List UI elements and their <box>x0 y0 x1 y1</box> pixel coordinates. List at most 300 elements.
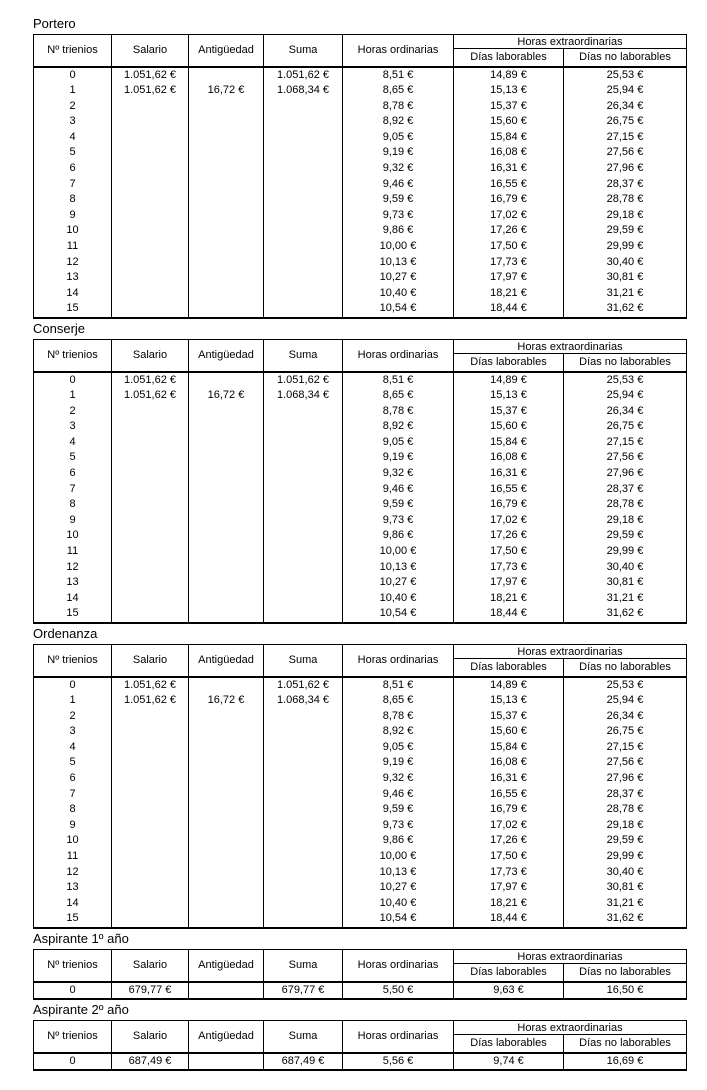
table-row <box>34 177 687 193</box>
table-cell: 30,40 € <box>564 255 687 271</box>
table-cell <box>189 286 264 302</box>
table-cell <box>264 404 343 420</box>
table-cell: 29,18 € <box>564 513 687 529</box>
table-cell <box>189 880 264 896</box>
table-row <box>34 497 687 513</box>
table-cell: 9,32 € <box>343 466 454 482</box>
table-cell: 28,78 € <box>564 802 687 818</box>
table-cell: 18,21 € <box>454 591 564 607</box>
table-cell <box>112 497 189 513</box>
table-cell <box>189 591 264 607</box>
table-cell: 9 <box>34 208 112 224</box>
section-aspirante-1 <box>33 931 707 1000</box>
table-cell: 1.051,62 € <box>112 693 189 709</box>
table-cell <box>112 99 189 115</box>
table-row <box>34 161 687 177</box>
col-header-salario: Salario <box>112 645 189 677</box>
table-cell: 8,65 € <box>343 83 454 99</box>
table-row <box>34 130 687 146</box>
table-cell <box>112 849 189 865</box>
table-cell: 679,77 € <box>112 982 189 1000</box>
table-row <box>34 575 687 591</box>
table-cell: 8,65 € <box>343 693 454 709</box>
table-cell <box>112 419 189 435</box>
table-cell: 18,44 € <box>454 606 564 623</box>
table-cell: 1.051,62 € <box>264 677 343 694</box>
table-row <box>34 482 687 498</box>
table-cell <box>112 286 189 302</box>
table-cell <box>112 239 189 255</box>
table-cell: 9,73 € <box>343 208 454 224</box>
table-cell: 8,78 € <box>343 99 454 115</box>
table-cell: 16,50 € <box>564 982 687 1000</box>
table-cell: 18,21 € <box>454 286 564 302</box>
table-cell <box>112 575 189 591</box>
table-cell <box>264 787 343 803</box>
table-cell: 9,19 € <box>343 145 454 161</box>
table-cell: 15 <box>34 301 112 318</box>
col-header-suma: Suma <box>264 340 343 372</box>
table-row <box>34 67 687 84</box>
table-cell: 1.051,62 € <box>264 372 343 389</box>
table-cell: 26,75 € <box>564 114 687 130</box>
table-cell <box>264 591 343 607</box>
col-header-dias-no-laborables: Días no laborables <box>564 659 687 677</box>
table-row <box>34 740 687 756</box>
table-cell: 15,84 € <box>454 435 564 451</box>
table-cell: 11 <box>34 849 112 865</box>
table-row <box>34 301 687 318</box>
table-cell: 30,81 € <box>564 575 687 591</box>
table-row <box>34 99 687 115</box>
col-header-antiguedad: Antigüedad <box>189 340 264 372</box>
table-cell <box>112 787 189 803</box>
table-cell: 12 <box>34 865 112 881</box>
table-cell: 12 <box>34 560 112 576</box>
table-cell: 8 <box>34 497 112 513</box>
col-header-horas-ordinarias: Horas ordinarias <box>343 1021 454 1053</box>
table-cell: 1 <box>34 693 112 709</box>
table-cell: 15 <box>34 606 112 623</box>
table-cell <box>189 192 264 208</box>
table-cell: 15,13 € <box>454 388 564 404</box>
table-cell: 9,05 € <box>343 435 454 451</box>
table-cell: 17,73 € <box>454 560 564 576</box>
table-row <box>34 591 687 607</box>
col-header-salario: Salario <box>112 950 189 982</box>
table-cell: 13 <box>34 270 112 286</box>
table-cell: 8,78 € <box>343 404 454 420</box>
table-cell <box>189 528 264 544</box>
table-cell: 687,49 € <box>112 1053 189 1071</box>
col-header-dias-laborables: Días laborables <box>454 1035 564 1053</box>
table-row <box>34 528 687 544</box>
table-cell <box>112 192 189 208</box>
table-cell <box>189 177 264 193</box>
table-cell: 8,51 € <box>343 67 454 84</box>
table-cell <box>112 833 189 849</box>
table-cell: 27,56 € <box>564 755 687 771</box>
table-cell: 29,59 € <box>564 833 687 849</box>
table-cell <box>189 130 264 146</box>
table-cell <box>112 911 189 928</box>
table-cell: 9,59 € <box>343 192 454 208</box>
table-cell: 8,92 € <box>343 419 454 435</box>
table-cell <box>189 1053 264 1071</box>
table-cell: 27,56 € <box>564 450 687 466</box>
table-cell: 16,55 € <box>454 787 564 803</box>
table-cell: 10 <box>34 833 112 849</box>
table-cell: 16,31 € <box>454 161 564 177</box>
table-cell: 17,26 € <box>454 833 564 849</box>
table-cell: 31,21 € <box>564 286 687 302</box>
table-row <box>34 388 687 404</box>
section-ordenanza <box>33 626 707 929</box>
table-body <box>34 1053 687 1071</box>
table-cell <box>264 497 343 513</box>
table-body <box>34 982 687 1000</box>
table-cell <box>112 771 189 787</box>
table-cell: 26,34 € <box>564 709 687 725</box>
table-cell: 14 <box>34 896 112 912</box>
table-cell: 9 <box>34 818 112 834</box>
table-cell: 18,21 € <box>454 896 564 912</box>
table-cell <box>189 301 264 318</box>
table-row <box>34 435 687 451</box>
table-cell <box>189 270 264 286</box>
table-cell: 16,55 € <box>454 177 564 193</box>
table-cell: 29,18 € <box>564 818 687 834</box>
table-cell: 14,89 € <box>454 372 564 389</box>
table-title-ordenanza: Ordenanza <box>33 626 98 641</box>
table-cell: 11 <box>34 544 112 560</box>
table-cell: 4 <box>34 435 112 451</box>
col-group-horas-extraordinarias: Horas extraordinarias <box>454 1021 687 1035</box>
table-cell: 16,08 € <box>454 145 564 161</box>
table-cell <box>112 130 189 146</box>
table-cell: 0 <box>34 1053 112 1071</box>
table-cell <box>264 435 343 451</box>
table-cell: 8,51 € <box>343 677 454 694</box>
table-cell: 4 <box>34 130 112 146</box>
table-cell: 31,21 € <box>564 591 687 607</box>
table-cell: 29,59 € <box>564 223 687 239</box>
table-cell: 17,02 € <box>454 208 564 224</box>
table-cell <box>112 740 189 756</box>
table-cell <box>264 896 343 912</box>
table-cell: 15 <box>34 911 112 928</box>
table-header <box>34 950 687 982</box>
table-cell <box>189 677 264 694</box>
table-cell <box>264 833 343 849</box>
table-cell <box>189 513 264 529</box>
col-group-horas-extraordinarias: Horas extraordinarias <box>454 340 687 354</box>
table-cell <box>112 145 189 161</box>
table-cell: 28,37 € <box>564 787 687 803</box>
table-cell <box>189 161 264 177</box>
table-cell <box>112 606 189 623</box>
col-header-dias-no-laborables: Días no laborables <box>564 1035 687 1053</box>
table-cell: 15,37 € <box>454 709 564 725</box>
table-cell <box>189 724 264 740</box>
table-cell: 15,37 € <box>454 99 564 115</box>
table-cell <box>264 709 343 725</box>
table-cell <box>264 114 343 130</box>
table-cell: 9,46 € <box>343 177 454 193</box>
table-cell <box>189 145 264 161</box>
table-cell <box>264 575 343 591</box>
table-cell: 11 <box>34 239 112 255</box>
table-cell <box>264 911 343 928</box>
table-cell <box>189 911 264 928</box>
table-cell <box>189 575 264 591</box>
table-cell <box>189 466 264 482</box>
table-cell: 10,13 € <box>343 865 454 881</box>
table-cell: 5 <box>34 755 112 771</box>
table-cell: 17,97 € <box>454 880 564 896</box>
table-cell: 0 <box>34 677 112 694</box>
table-cell: 29,18 € <box>564 208 687 224</box>
table-cell: 10,00 € <box>343 849 454 865</box>
table-cell <box>189 755 264 771</box>
table-cell: 16,69 € <box>564 1053 687 1071</box>
table-cell: 8 <box>34 192 112 208</box>
table-cell: 26,34 € <box>564 404 687 420</box>
table-cell <box>189 404 264 420</box>
table-cell: 1.068,34 € <box>264 388 343 404</box>
table-cell <box>264 270 343 286</box>
table-cell: 27,96 € <box>564 771 687 787</box>
table-cell: 9,74 € <box>454 1053 564 1071</box>
table-cell: 9,05 € <box>343 740 454 756</box>
table-cell: 1 <box>34 83 112 99</box>
table-cell <box>112 724 189 740</box>
table-cell: 17,50 € <box>454 239 564 255</box>
table-row <box>34 865 687 881</box>
table-cell <box>112 482 189 498</box>
col-header-horas-ordinarias: Horas ordinarias <box>343 35 454 67</box>
table-cell: 30,40 € <box>564 865 687 881</box>
table-row <box>34 450 687 466</box>
table-row <box>34 982 687 1000</box>
table-cell: 10 <box>34 528 112 544</box>
col-header-salario: Salario <box>112 1021 189 1053</box>
table-cell: 18,44 € <box>454 301 564 318</box>
salary-table-ordenanza <box>33 644 687 929</box>
table-cell: 1.051,62 € <box>112 677 189 694</box>
table-cell <box>189 435 264 451</box>
table-cell: 16,79 € <box>454 802 564 818</box>
table-cell: 27,56 € <box>564 145 687 161</box>
table-row <box>34 544 687 560</box>
table-cell: 9,59 € <box>343 497 454 513</box>
table-cell: 26,75 € <box>564 724 687 740</box>
table-cell: 17,02 € <box>454 513 564 529</box>
table-cell <box>189 67 264 84</box>
table-cell <box>189 709 264 725</box>
table-row <box>34 802 687 818</box>
table-cell: 679,77 € <box>264 982 343 1000</box>
col-header-antiguedad: Antigüedad <box>189 35 264 67</box>
table-row <box>34 255 687 271</box>
table-cell <box>264 544 343 560</box>
table-row <box>34 677 687 694</box>
table-title-aspirante-1: Aspirante 1º año <box>33 931 129 946</box>
table-cell <box>189 450 264 466</box>
table-cell: 3 <box>34 419 112 435</box>
col-header-salario: Salario <box>112 35 189 67</box>
table-cell: 25,53 € <box>564 67 687 84</box>
table-cell: 15,60 € <box>454 114 564 130</box>
table-cell <box>264 802 343 818</box>
table-cell <box>189 896 264 912</box>
table-row <box>34 1053 687 1071</box>
col-header-dias-laborables: Días laborables <box>454 354 564 372</box>
table-cell: 15,37 € <box>454 404 564 420</box>
col-header-horas-ordinarias: Horas ordinarias <box>343 340 454 372</box>
table-cell <box>112 161 189 177</box>
table-cell: 25,94 € <box>564 83 687 99</box>
table-cell <box>264 880 343 896</box>
table-cell <box>189 482 264 498</box>
table-cell <box>264 450 343 466</box>
table-cell <box>189 833 264 849</box>
table-row <box>34 755 687 771</box>
table-cell <box>264 528 343 544</box>
table-cell: 10,40 € <box>343 896 454 912</box>
table-cell: 10,54 € <box>343 606 454 623</box>
table-cell: 5,50 € <box>343 982 454 1000</box>
table-cell: 9,73 € <box>343 818 454 834</box>
table-row <box>34 606 687 623</box>
table-cell: 15,60 € <box>454 724 564 740</box>
table-row <box>34 724 687 740</box>
table-cell: 4 <box>34 740 112 756</box>
table-cell: 17,97 € <box>454 575 564 591</box>
table-cell: 17,73 € <box>454 865 564 881</box>
table-body <box>34 677 687 929</box>
table-cell: 10,27 € <box>343 880 454 896</box>
table-cell <box>189 740 264 756</box>
table-header <box>34 645 687 677</box>
table-cell: 9,46 € <box>343 787 454 803</box>
table-row <box>34 223 687 239</box>
table-cell: 9,59 € <box>343 802 454 818</box>
table-cell <box>264 513 343 529</box>
table-header <box>34 340 687 372</box>
salary-table-aspirante-1 <box>33 949 687 1000</box>
table-cell: 15,13 € <box>454 83 564 99</box>
table-cell: 9,19 € <box>343 450 454 466</box>
table-header <box>34 1021 687 1053</box>
table-cell: 8,78 € <box>343 709 454 725</box>
table-cell <box>112 591 189 607</box>
col-header-suma: Suma <box>264 645 343 677</box>
table-cell <box>112 177 189 193</box>
col-header-horas-ordinarias: Horas ordinarias <box>343 950 454 982</box>
table-cell <box>189 419 264 435</box>
table-cell: 9 <box>34 513 112 529</box>
table-cell: 9,05 € <box>343 130 454 146</box>
table-cell <box>189 802 264 818</box>
table-cell <box>112 755 189 771</box>
table-cell: 687,49 € <box>264 1053 343 1071</box>
col-header-dias-no-laborables: Días no laborables <box>564 964 687 982</box>
table-cell: 2 <box>34 404 112 420</box>
table-cell: 1.051,62 € <box>112 83 189 99</box>
table-cell: 31,62 € <box>564 911 687 928</box>
table-cell: 18,44 € <box>454 911 564 928</box>
table-cell: 9,86 € <box>343 833 454 849</box>
table-cell: 13 <box>34 880 112 896</box>
table-cell: 29,99 € <box>564 544 687 560</box>
table-cell <box>189 497 264 513</box>
table-cell <box>264 177 343 193</box>
col-header-horas-ordinarias: Horas ordinarias <box>343 645 454 677</box>
table-cell: 16,08 € <box>454 450 564 466</box>
table-cell: 14 <box>34 286 112 302</box>
col-header-trienios: Nº trienios <box>34 645 112 677</box>
table-row <box>34 270 687 286</box>
table-cell <box>264 286 343 302</box>
table-row <box>34 771 687 787</box>
table-cell: 6 <box>34 161 112 177</box>
table-cell: 25,53 € <box>564 372 687 389</box>
table-cell: 10,13 € <box>343 255 454 271</box>
table-cell <box>189 372 264 389</box>
table-cell <box>264 145 343 161</box>
table-cell <box>189 865 264 881</box>
table-cell <box>112 450 189 466</box>
table-cell: 7 <box>34 482 112 498</box>
table-cell <box>112 528 189 544</box>
col-header-antiguedad: Antigüedad <box>189 950 264 982</box>
table-cell: 17,02 € <box>454 818 564 834</box>
table-cell <box>264 223 343 239</box>
table-cell <box>189 99 264 115</box>
table-cell: 9,32 € <box>343 161 454 177</box>
table-cell <box>112 896 189 912</box>
col-header-trienios: Nº trienios <box>34 340 112 372</box>
table-row <box>34 419 687 435</box>
section-conserje <box>33 321 707 624</box>
table-cell <box>264 208 343 224</box>
table-title-portero: Portero <box>33 16 76 31</box>
table-cell: 10,40 € <box>343 286 454 302</box>
table-cell: 29,99 € <box>564 849 687 865</box>
table-cell <box>112 865 189 881</box>
table-row <box>34 286 687 302</box>
col-header-salario: Salario <box>112 340 189 372</box>
table-cell <box>264 606 343 623</box>
salary-table-aspirante-2 <box>33 1020 687 1071</box>
table-cell: 10,54 € <box>343 301 454 318</box>
table-cell <box>189 606 264 623</box>
table-cell <box>264 560 343 576</box>
table-cell: 31,21 € <box>564 896 687 912</box>
table-row <box>34 693 687 709</box>
table-cell: 17,26 € <box>454 223 564 239</box>
table-cell: 16,31 € <box>454 466 564 482</box>
table-cell <box>189 239 264 255</box>
table-cell: 25,94 € <box>564 693 687 709</box>
table-cell: 17,50 € <box>454 544 564 560</box>
table-cell <box>264 239 343 255</box>
table-cell: 0 <box>34 67 112 84</box>
table-cell: 2 <box>34 99 112 115</box>
table-title-conserje: Conserje <box>33 321 86 336</box>
table-cell: 16,79 € <box>454 497 564 513</box>
